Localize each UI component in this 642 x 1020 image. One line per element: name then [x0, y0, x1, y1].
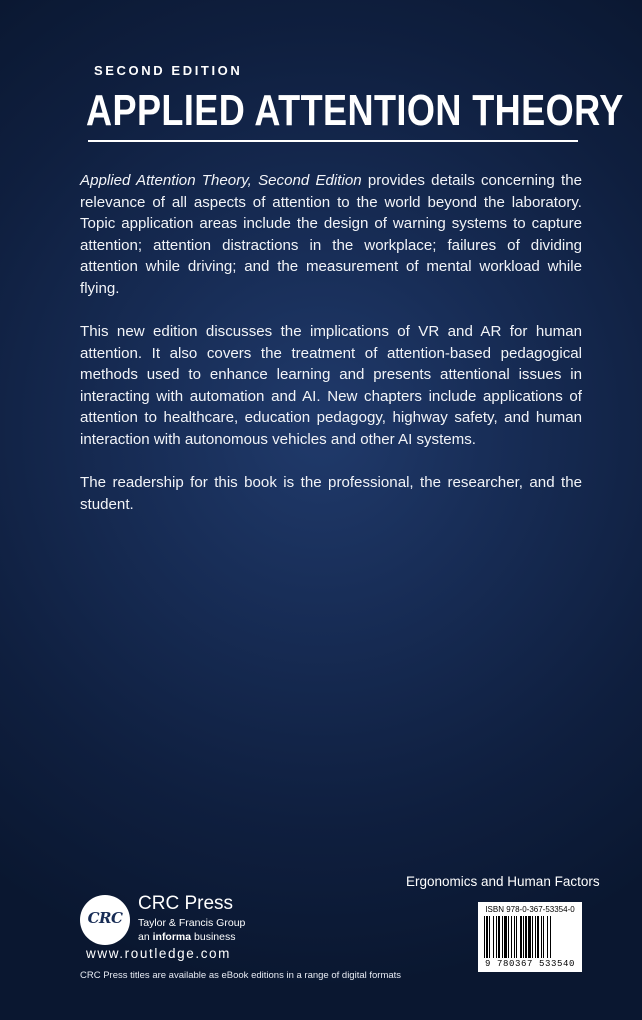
crc-logo-icon	[80, 895, 130, 945]
publisher-tagline	[138, 931, 235, 943]
barcode-bar	[504, 916, 507, 958]
series-name: Ergonomics and Human Factors	[406, 874, 600, 889]
barcode-bar	[541, 916, 542, 958]
tagline-suffix: business	[191, 931, 236, 943]
barcode-bar	[486, 916, 488, 958]
blurb-paragraph-1	[80, 170, 582, 299]
barcode-bar	[508, 916, 509, 958]
barcode-bar	[532, 916, 533, 958]
isbn-label: ISBN 978-0-367-53354-0	[485, 905, 575, 914]
blurb-paragraph-1-text: provides details concerning the relevance of all aspects of attention to the world beyond the laboratory. Topic application areas include the design of warning systems to capture attention; attention distractions in the workplace; failures of dividing attention while driving; and the measurement of mental workload while flying.	[80, 172, 582, 297]
barcode-digits: 9 780367 533540	[484, 959, 575, 969]
tagline-prefix: an	[138, 931, 153, 943]
barcode-bar	[498, 916, 500, 958]
barcode-bar	[484, 916, 485, 958]
blurb-paragraph-3: The readership for this book is the professional, the researcher, and the student.	[80, 474, 582, 513]
barcode-bar	[523, 916, 524, 958]
book-title: APPLIED ATTENTION THEORY	[86, 86, 624, 135]
ebook-note: CRC Press titles are available as eBook editions in a range of digital formats	[80, 970, 402, 981]
barcode-bar	[511, 916, 512, 958]
crc-logo-text: CRC	[87, 909, 123, 927]
publisher-name: CRC Press	[138, 893, 234, 914]
barcode-bar	[535, 916, 536, 958]
barcode-bar	[537, 916, 539, 958]
title-underline	[88, 140, 578, 142]
barcode-bar	[493, 916, 494, 958]
blurb-title-italic: Applied Attention Theory, Second Edition	[80, 172, 362, 189]
barcode-bar	[516, 916, 517, 958]
barcode-bar	[489, 916, 490, 958]
publisher-group: Taylor & Francis Group	[138, 917, 246, 929]
barcode-bar	[514, 916, 515, 958]
edition-label: SECOND EDITION	[94, 63, 243, 78]
barcode-bar	[528, 916, 531, 958]
blurb-paragraph-2: This new edition discusses the implications of VR and AR for human attention. It also covers the treatment of attention-based pedagogical methods used to enhance learning and presents attentional issues in interacting with automation and AI. New chapters include applications of attention to healthcare, education pedagogy, highway safety, and human interaction with autonomous vehicles and other AI systems.	[80, 323, 582, 448]
blurb	[80, 170, 582, 537]
isbn-barcode	[478, 902, 582, 972]
barcode-bar	[502, 916, 503, 958]
barcode-bar	[550, 916, 551, 958]
tagline-informa: informa	[152, 931, 192, 943]
barcode-bar	[543, 916, 544, 958]
publisher-url[interactable]: www.routledge.com	[86, 946, 232, 961]
barcode-bar	[520, 916, 522, 958]
barcode-bars	[484, 916, 580, 958]
barcode-bar	[547, 916, 548, 958]
barcode-bar	[496, 916, 497, 958]
barcode-bar	[525, 916, 527, 958]
